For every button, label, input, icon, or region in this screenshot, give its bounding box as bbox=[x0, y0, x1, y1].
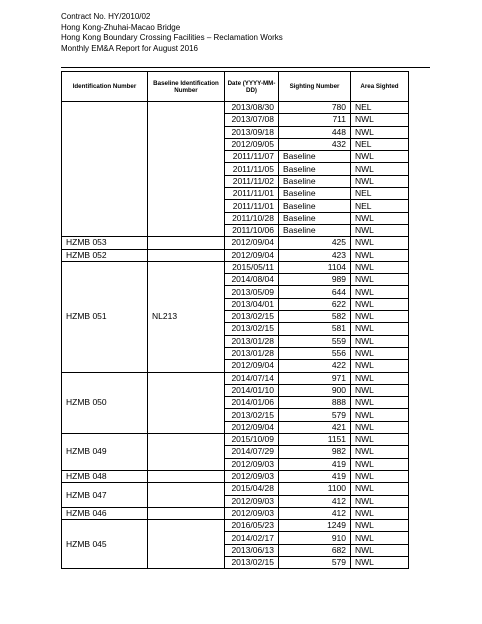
table-row bbox=[62, 372, 409, 384]
sighting-number-cell: 1104 bbox=[279, 261, 351, 273]
sighting-number-cell: 419 bbox=[279, 458, 351, 470]
date-cell: 2012/09/04 bbox=[225, 360, 279, 372]
area-sighted-cell: NWL bbox=[351, 421, 409, 433]
date-cell: 2013/01/28 bbox=[225, 347, 279, 359]
sighting-number-cell: 581 bbox=[279, 323, 351, 335]
project-subtitle: Hong Kong Boundary Crossing Facilities – Reclamation Works bbox=[61, 33, 283, 42]
sighting-number-cell: 419 bbox=[279, 470, 351, 482]
area-sighted-cell: NWL bbox=[351, 212, 409, 224]
sighting-number-cell: 412 bbox=[279, 507, 351, 519]
area-sighted-cell: NWL bbox=[351, 507, 409, 519]
area-sighted-cell: NWL bbox=[351, 483, 409, 495]
date-cell: 2011/11/07 bbox=[225, 151, 279, 163]
date-cell: 2012/09/05 bbox=[225, 138, 279, 150]
table-header-row bbox=[62, 72, 409, 102]
table-row bbox=[62, 507, 409, 519]
date-cell: 2014/07/29 bbox=[225, 446, 279, 458]
identification-cell: HZMB 045 bbox=[62, 520, 148, 569]
area-sighted-cell: NWL bbox=[351, 114, 409, 126]
date-cell: 2014/08/04 bbox=[225, 274, 279, 286]
sighting-number-cell: Baseline bbox=[279, 163, 351, 175]
baseline-cell bbox=[148, 237, 225, 249]
date-cell: 2012/09/04 bbox=[225, 249, 279, 261]
sighting-number-cell: 780 bbox=[279, 102, 351, 114]
date-cell: 2011/10/06 bbox=[225, 224, 279, 236]
sighting-number-cell: 582 bbox=[279, 311, 351, 323]
sighting-number-cell: Baseline bbox=[279, 188, 351, 200]
date-cell: 2013/07/08 bbox=[225, 114, 279, 126]
area-sighted-cell: NWL bbox=[351, 163, 409, 175]
date-cell: 2014/01/10 bbox=[225, 384, 279, 396]
baseline-cell bbox=[148, 372, 225, 433]
area-sighted-cell: NWL bbox=[351, 286, 409, 298]
col-header-baseline: Baseline Identification Number bbox=[148, 72, 225, 102]
date-cell: 2013/04/01 bbox=[225, 298, 279, 310]
table-row bbox=[62, 470, 409, 482]
table-row bbox=[62, 249, 409, 261]
col-header-date: Date (YYYY-MM-DD) bbox=[225, 72, 279, 102]
date-cell: 2013/05/09 bbox=[225, 286, 279, 298]
sighting-number-cell: 425 bbox=[279, 237, 351, 249]
col-header-identification: Identification Number bbox=[62, 72, 148, 102]
date-cell: 2012/09/03 bbox=[225, 495, 279, 507]
date-cell: 2013/01/28 bbox=[225, 335, 279, 347]
area-sighted-cell: NWL bbox=[351, 544, 409, 556]
baseline-cell bbox=[148, 434, 225, 471]
table-row bbox=[62, 434, 409, 446]
date-cell: 2013/06/13 bbox=[225, 544, 279, 556]
sighting-number-cell: 422 bbox=[279, 360, 351, 372]
date-cell: 2012/09/03 bbox=[225, 470, 279, 482]
area-sighted-cell: NWL bbox=[351, 384, 409, 396]
identification-cell: HZMB 048 bbox=[62, 470, 148, 482]
sighting-number-cell: 1100 bbox=[279, 483, 351, 495]
sighting-number-cell: Baseline bbox=[279, 200, 351, 212]
area-sighted-cell: NWL bbox=[351, 335, 409, 347]
table-row bbox=[62, 520, 409, 532]
project-name: Hong Kong-Zhuhai-Macao Bridge bbox=[61, 22, 181, 32]
sighting-number-cell: 982 bbox=[279, 446, 351, 458]
date-cell: 2013/02/15 bbox=[225, 323, 279, 335]
sighting-number-cell: 556 bbox=[279, 347, 351, 359]
document-header bbox=[61, 12, 283, 54]
area-sighted-cell: NWL bbox=[351, 249, 409, 261]
area-sighted-cell: NWL bbox=[351, 409, 409, 421]
area-sighted-cell: NWL bbox=[351, 175, 409, 187]
identification-cell: HZMB 047 bbox=[62, 483, 148, 508]
sighting-number-cell: Baseline bbox=[279, 175, 351, 187]
sighting-number-cell: 432 bbox=[279, 138, 351, 150]
area-sighted-cell: NWL bbox=[351, 311, 409, 323]
table-row bbox=[62, 102, 409, 114]
date-cell: 2014/02/17 bbox=[225, 532, 279, 544]
area-sighted-cell: NWL bbox=[351, 360, 409, 372]
date-cell: 2011/11/01 bbox=[225, 200, 279, 212]
date-cell: 2013/02/15 bbox=[225, 409, 279, 421]
baseline-cell bbox=[148, 507, 225, 519]
sighting-number-cell: 421 bbox=[279, 421, 351, 433]
area-sighted-cell: NWL bbox=[351, 126, 409, 138]
identification-cell: HZMB 053 bbox=[62, 237, 148, 249]
sighting-number-cell: 448 bbox=[279, 126, 351, 138]
area-sighted-cell: NWL bbox=[351, 556, 409, 568]
area-sighted-cell: NEL bbox=[351, 200, 409, 212]
date-cell: 2012/09/03 bbox=[225, 458, 279, 470]
area-sighted-cell: NWL bbox=[351, 224, 409, 236]
area-sighted-cell: NEL bbox=[351, 188, 409, 200]
area-sighted-cell: NEL bbox=[351, 138, 409, 150]
sighting-number-cell: Baseline bbox=[279, 151, 351, 163]
date-cell: 2014/07/14 bbox=[225, 372, 279, 384]
area-sighted-cell: NWL bbox=[351, 532, 409, 544]
identification-cell: HZMB 052 bbox=[62, 249, 148, 261]
date-cell: 2013/02/15 bbox=[225, 556, 279, 568]
sighting-number-cell: 423 bbox=[279, 249, 351, 261]
sighting-number-cell: 579 bbox=[279, 556, 351, 568]
sighting-number-cell: 412 bbox=[279, 495, 351, 507]
area-sighted-cell: NWL bbox=[351, 261, 409, 273]
area-sighted-cell: NWL bbox=[351, 495, 409, 507]
table-row bbox=[62, 237, 409, 249]
area-sighted-cell: NWL bbox=[351, 446, 409, 458]
date-cell: 2011/11/02 bbox=[225, 175, 279, 187]
sighting-number-cell: 559 bbox=[279, 335, 351, 347]
identification-cell bbox=[62, 102, 148, 237]
sighting-number-cell: 644 bbox=[279, 286, 351, 298]
date-cell: 2015/04/28 bbox=[225, 483, 279, 495]
sighting-number-cell: Baseline bbox=[279, 224, 351, 236]
sighting-number-cell: 711 bbox=[279, 114, 351, 126]
header-rule bbox=[61, 67, 430, 68]
area-sighted-cell: NWL bbox=[351, 237, 409, 249]
table-row bbox=[62, 261, 409, 273]
date-cell: 2014/01/06 bbox=[225, 397, 279, 409]
date-cell: 2011/10/28 bbox=[225, 212, 279, 224]
sighting-number-cell: 1151 bbox=[279, 434, 351, 446]
area-sighted-cell: NWL bbox=[351, 458, 409, 470]
date-cell: 2013/02/15 bbox=[225, 311, 279, 323]
date-cell: 2011/11/01 bbox=[225, 188, 279, 200]
baseline-cell bbox=[148, 249, 225, 261]
col-header-sighting: Sighting Number bbox=[279, 72, 351, 102]
baseline-cell bbox=[148, 102, 225, 237]
baseline-cell bbox=[148, 520, 225, 569]
sighting-number-cell: 682 bbox=[279, 544, 351, 556]
date-cell: 2011/11/05 bbox=[225, 163, 279, 175]
area-sighted-cell: NWL bbox=[351, 434, 409, 446]
sighting-number-cell: 579 bbox=[279, 409, 351, 421]
sightings-table bbox=[61, 71, 409, 569]
baseline-cell: NL213 bbox=[148, 261, 225, 372]
baseline-cell bbox=[148, 470, 225, 482]
area-sighted-cell: NWL bbox=[351, 470, 409, 482]
area-sighted-cell: NWL bbox=[351, 151, 409, 163]
table-body bbox=[62, 102, 409, 569]
date-cell: 2015/05/11 bbox=[225, 261, 279, 273]
col-header-area: Area Sighted bbox=[351, 72, 409, 102]
identification-cell: HZMB 050 bbox=[62, 372, 148, 433]
area-sighted-cell: NWL bbox=[351, 323, 409, 335]
identification-cell: HZMB 051 bbox=[62, 261, 148, 372]
sighting-number-cell: 888 bbox=[279, 397, 351, 409]
report-title: Monthly EM&A Report for August 2016 bbox=[61, 43, 198, 53]
identification-cell: HZMB 046 bbox=[62, 507, 148, 519]
sighting-number-cell: 989 bbox=[279, 274, 351, 286]
area-sighted-cell: NWL bbox=[351, 372, 409, 384]
baseline-cell bbox=[148, 483, 225, 508]
area-sighted-cell: NWL bbox=[351, 397, 409, 409]
date-cell: 2013/08/30 bbox=[225, 102, 279, 114]
sighting-number-cell: 971 bbox=[279, 372, 351, 384]
identification-cell: HZMB 049 bbox=[62, 434, 148, 471]
area-sighted-cell: NWL bbox=[351, 520, 409, 532]
sighting-number-cell: Baseline bbox=[279, 212, 351, 224]
table-row bbox=[62, 483, 409, 495]
date-cell: 2012/09/03 bbox=[225, 507, 279, 519]
sighting-number-cell: 910 bbox=[279, 532, 351, 544]
date-cell: 2016/05/23 bbox=[225, 520, 279, 532]
area-sighted-cell: NEL bbox=[351, 102, 409, 114]
sighting-number-cell: 900 bbox=[279, 384, 351, 396]
sighting-number-cell: 1249 bbox=[279, 520, 351, 532]
area-sighted-cell: NWL bbox=[351, 347, 409, 359]
contract-number: Contract No. HY/2010/02 bbox=[61, 12, 151, 21]
date-cell: 2012/09/04 bbox=[225, 237, 279, 249]
date-cell: 2013/09/18 bbox=[225, 126, 279, 138]
sighting-number-cell: 622 bbox=[279, 298, 351, 310]
area-sighted-cell: NWL bbox=[351, 274, 409, 286]
area-sighted-cell: NWL bbox=[351, 298, 409, 310]
date-cell: 2012/09/04 bbox=[225, 421, 279, 433]
date-cell: 2015/10/09 bbox=[225, 434, 279, 446]
